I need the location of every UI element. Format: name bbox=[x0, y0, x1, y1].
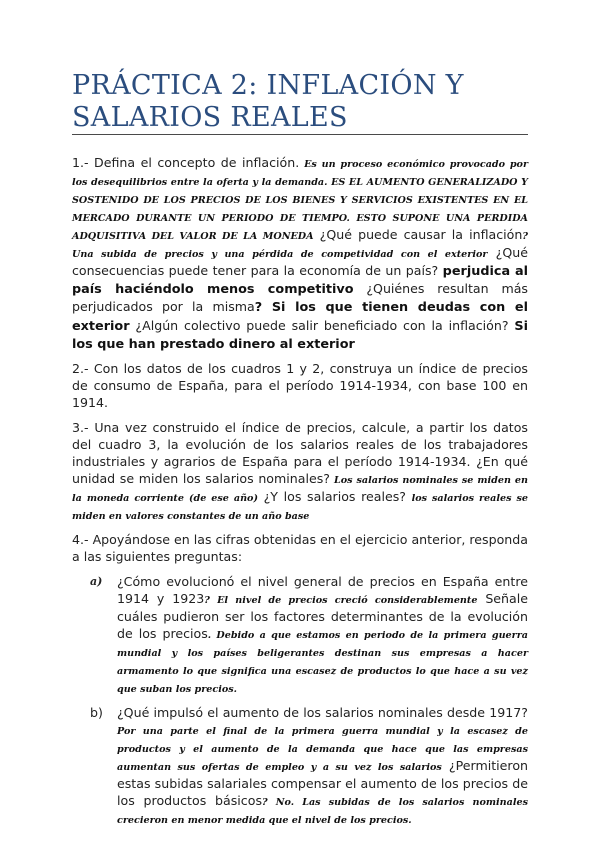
question-3 bbox=[72, 419, 528, 525]
title-divider bbox=[72, 134, 528, 135]
q1-prompt: 1.- Defina el concepto de inflación. bbox=[72, 155, 300, 170]
q4b-label: b) bbox=[90, 705, 103, 721]
q4a-prompt-factors: Señale cuáles pudieron ser los factores determinantes de la evolución de los precios bbox=[117, 590, 529, 642]
q4b-answer-compensate: ? No. Las subidas de los salarios nominales crecieron en menor medida que el nivel de los precios. bbox=[117, 797, 528, 827]
document-body bbox=[72, 154, 528, 835]
q1-answer-affected: ? Si los que tienen deudas con el exterior bbox=[72, 300, 528, 334]
question-4-intro: 4.- Apoyándose en las cifras obtenidas en el ejercicio anterior, responda a las siguientes preguntas: bbox=[72, 532, 529, 565]
question-4b bbox=[72, 704, 528, 828]
q4b-prompt: ¿Qué impulsó el aumento de los salarios nominales desde 1917? bbox=[117, 705, 528, 721]
q3-answer-real: los salarios reales se miden en valores constantes de un año base bbox=[72, 493, 528, 523]
q3-prompt: 3.- Una vez construido el índice de precios, calcule, a partir los datos del cuadro 3, la evolución de los salarios reales de los trabajadores industriales y agrarios de España para el período 1914-1934. ¿En qué unidad se miden los salarios nominales? bbox=[72, 419, 528, 487]
q4a-prompt: ¿Cómo evolucionó el nivel general de precios en España entre 1914 y 1923 bbox=[117, 573, 528, 606]
question-2: 2.- Con los datos de los cuadros 1 y 2, construya un índice de precios de consumo de España, para el período 1914-1934, con base 100 en 1914. bbox=[72, 361, 528, 411]
q3-prompt-real: ¿Y los salarios reales? bbox=[257, 489, 412, 505]
q4b-answer-wages: Por una parte el final de la primera guerra mundial y la escasez de productos y el aumento de la demanda que hace que las empresas aumentan sus ofertas de empleo y a su vez los salarios bbox=[117, 726, 528, 774]
q4a-label: a) bbox=[90, 574, 103, 588]
q1-prompt-affected: ¿Quiénes resultan más perjudicados por la misma bbox=[72, 281, 528, 315]
q1-answer-definition: Es un proceso económico provocado por los desequilibrios entre la oferta y la demanda. ES EL AUMENTO GENERALIZADO Y SOSTENIDO DE LOS PRECIOS DE LOS BIENES Y SERVICIOS EXISTENTES EN EL MERCADO DURANTE UN PERIODO DE TIEMPO. ESTO SUPONE UNA PERDIDA ADQUISITIVA DEL VALOR DE LA MONEDA bbox=[72, 159, 529, 242]
page-title: PRÁCTICA 2: INFLACIÓN Y SALARIOS REALES bbox=[72, 70, 464, 133]
q4a-answer-prices: ? El nivel de precios creció considerablemente bbox=[204, 594, 478, 606]
q1-answer-causes: ? Una subida de precios y una pérdida de competividad con el exterior bbox=[72, 231, 528, 260]
q1-answer-benefited: Si los que han prestado dinero al exterior bbox=[72, 318, 528, 352]
question-1 bbox=[72, 154, 528, 353]
question-4a bbox=[72, 573, 528, 697]
q1-prompt-causes: ¿Qué puede causar la inflación bbox=[313, 227, 523, 242]
q4b-prompt-compensate: ¿Permitieron estas subidas salariales compensar el aumento de los precios de los productos básicos bbox=[117, 758, 529, 809]
q1-prompt-benefited: ¿Algún colectivo puede salir beneficiado con la inflación? bbox=[129, 317, 515, 333]
q1-answer-consequences: perjudica al país haciéndolo menos competitivo bbox=[72, 264, 528, 298]
q4a-answer-factors: . Debido a que estamos en periodo de la primera guerra mundial y los países beligerantes destinan sus empresas a hacer armamento lo que significa una escasez de productos lo que hace a su vez que suban los precios. bbox=[117, 630, 528, 696]
q3-answer-nominal: Los salarios nominales se miden en la moneda corriente (de ese año) bbox=[72, 475, 528, 505]
q1-prompt-consequences: ¿Qué consecuencias puede tener para la economía de un país? bbox=[72, 245, 528, 278]
